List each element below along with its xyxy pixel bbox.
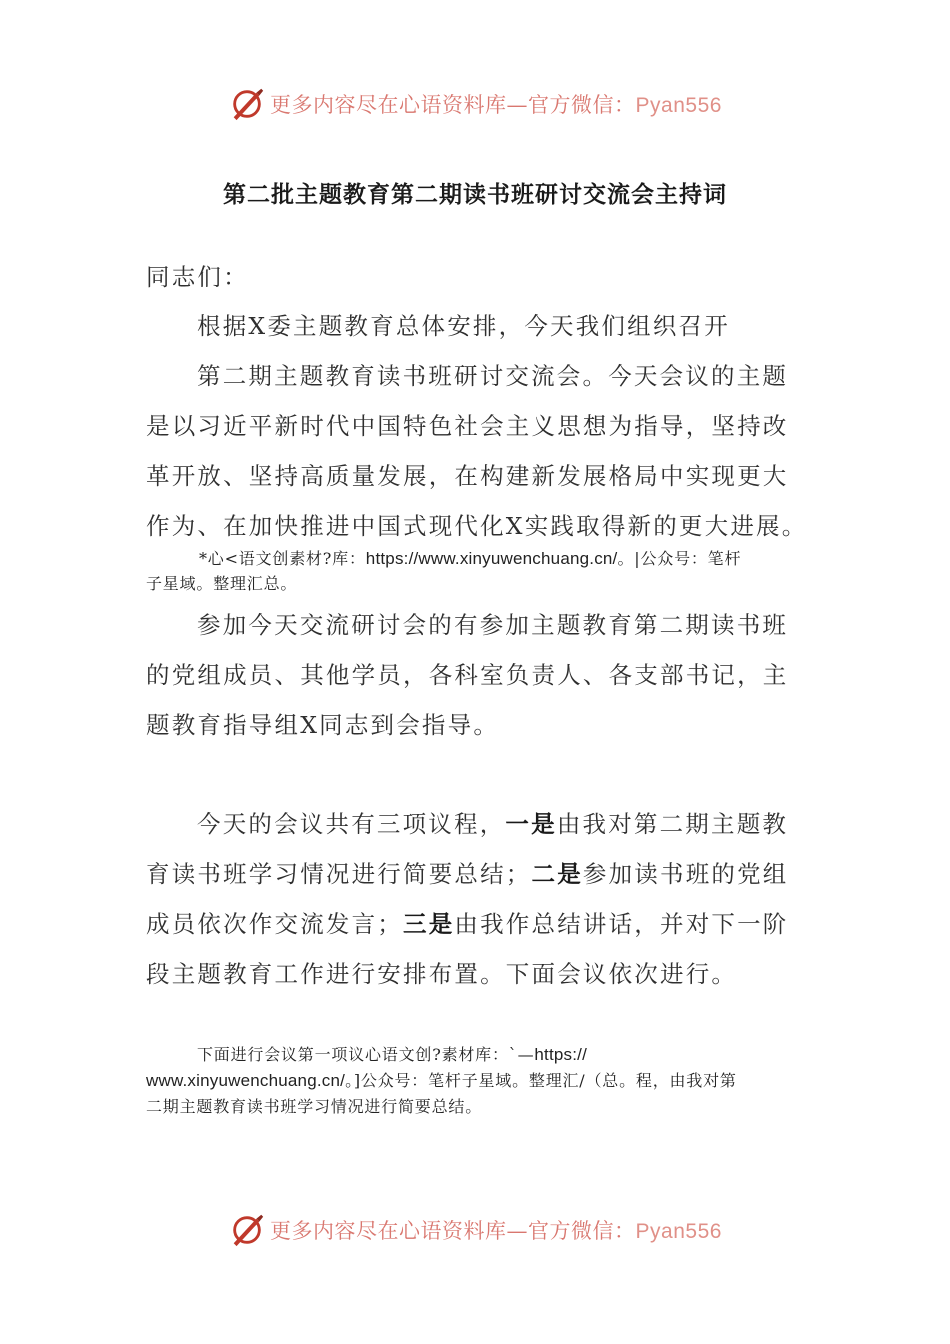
para3-l3-text-c: 由我作总结讲话，并对下一阶 [454, 910, 789, 938]
para2-line1: 参加今天交流研讨会的有参加主题教育第二期读书班 [197, 611, 789, 639]
banner-handle: Pyan556 [635, 94, 722, 117]
banner-text [270, 89, 722, 119]
note2-url-part1: https:// [534, 1045, 588, 1064]
note2-line3: 二期主题教育读书班学习情况进行简要总结。 [146, 1097, 483, 1116]
para3-line1 [197, 805, 788, 839]
para2-line3: 题教育指导组X同志到会指导。 [146, 711, 500, 739]
agenda-item-3-label: 三是 [403, 910, 455, 938]
para1-line5: 作为、在加快推进中国式现代化X实践取得新的更大进展。 [146, 512, 808, 540]
note1-line2: 子星域。整理汇总。 [146, 574, 298, 593]
document-title: 第二批主题教育第二期读书班研讨交流会主持词 [223, 182, 727, 208]
note1-line1 [199, 546, 741, 569]
para3-line2 [146, 855, 789, 889]
para1-line1: 根据X委主题教育总体安排，今天我们组织召开 [197, 312, 730, 340]
agenda-item-2-label: 二是 [531, 860, 583, 888]
banner-handle: Pyan556 [635, 1220, 722, 1243]
para3-l1-text-c: 由我对第二期主题教 [556, 810, 789, 838]
banner-text [270, 1215, 722, 1245]
para3-l2-text-c: 参加读书班的党组 [582, 860, 789, 888]
para3-line3 [146, 905, 789, 939]
note2-line1 [197, 1042, 587, 1065]
note2-url-part2: www.xinyuwenchuang.cn/ [146, 1071, 346, 1090]
note2-text-a: 下面进行会议第一项议心语文创?素材库：`— [197, 1045, 535, 1064]
note1-url: https://www.xinyuwenchuang.cn/ [365, 549, 618, 568]
para3-l2-text-a: 育读书班学习情况进行简要总结； [146, 860, 532, 888]
para1-line4: 革开放、坚持高质量发展，在构建新发展格局中实现更大 [146, 462, 789, 490]
note2-text-b: 。]公众号：笔杆子星域。整理汇/（总。程，由我对第 [345, 1071, 737, 1090]
para2-line2: 的党组成员、其他学员，各科室负责人、各支部书记，主 [146, 661, 789, 689]
pen-logo-icon [228, 85, 266, 123]
watermark-banner-top [0, 84, 950, 124]
para3-l3-text-a: 成员依次作交流发言； [146, 910, 403, 938]
note1-text-a: *心<语文创素材?库： [199, 549, 366, 568]
note2-line2 [146, 1068, 737, 1091]
note1-text-b: 。|公众号：笔杆 [617, 549, 742, 568]
greeting: 同志们： [146, 263, 249, 291]
para1-line3: 是以习近平新时代中国特色社会主义思想为指导，坚持改 [146, 412, 789, 440]
banner-main-text: 更多内容尽在心语资料库—官方微信： [270, 93, 636, 117]
para1-line2: 第二期主题教育读书班研讨交流会。今天会议的主题 [197, 362, 789, 390]
pen-logo-icon [228, 1211, 266, 1249]
para3-line4: 段主题教育工作进行安排布置。下面会议依次进行。 [146, 960, 738, 988]
para3-l1-text-a: 今天的会议共有三项议程， [197, 810, 506, 838]
agenda-item-1-label: 一是 [505, 810, 557, 838]
banner-main-text: 更多内容尽在心语资料库—官方微信： [270, 1219, 636, 1243]
watermark-banner-bottom [0, 1210, 950, 1250]
